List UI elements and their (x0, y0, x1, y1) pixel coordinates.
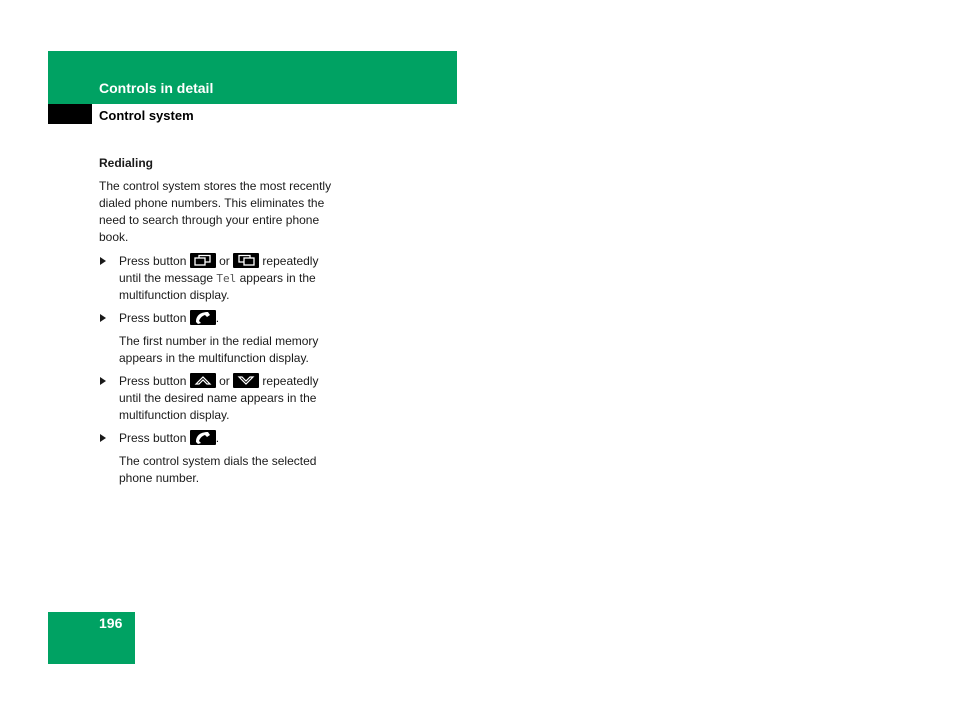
page-number: 196 (99, 615, 123, 631)
page-forward-icon (190, 253, 216, 268)
bullet-arrow-icon (100, 257, 106, 265)
page-back-icon (233, 253, 259, 268)
content-heading: Redialing (99, 156, 154, 170)
bullet-arrow-icon (100, 377, 106, 385)
section-tab-marker (48, 104, 92, 124)
step-4: Press button . (99, 430, 339, 447)
header-band (48, 51, 457, 104)
bullet-arrow-icon (100, 434, 106, 442)
section-title: Controls in detail (99, 80, 214, 96)
display-message-tel: Tel (216, 272, 237, 285)
step-2: Press button . (99, 310, 339, 327)
main-content (99, 155, 339, 493)
step-2-result: The first number in the redial memory appears in the multifunction display. (119, 334, 319, 365)
phone-handset-icon (190, 310, 216, 325)
step-4-result: The control system dials the selected phone number. (119, 454, 317, 485)
step-1: Press button or repeatedly until the message Tel appears in the multifunction display. (99, 253, 339, 304)
up-arrow-icon (190, 373, 216, 388)
bullet-arrow-icon (100, 314, 106, 322)
intro-paragraph: The control system stores the most recently dialed phone numbers. This eliminates the need to search through your entire phone book. (99, 179, 332, 244)
phone-handset-icon (190, 430, 216, 445)
down-arrow-icon (233, 373, 259, 388)
step-3: Press button or repeatedly until the desired name appears in the multifunction display. (99, 373, 339, 424)
subsection-title: Control system (99, 108, 194, 123)
